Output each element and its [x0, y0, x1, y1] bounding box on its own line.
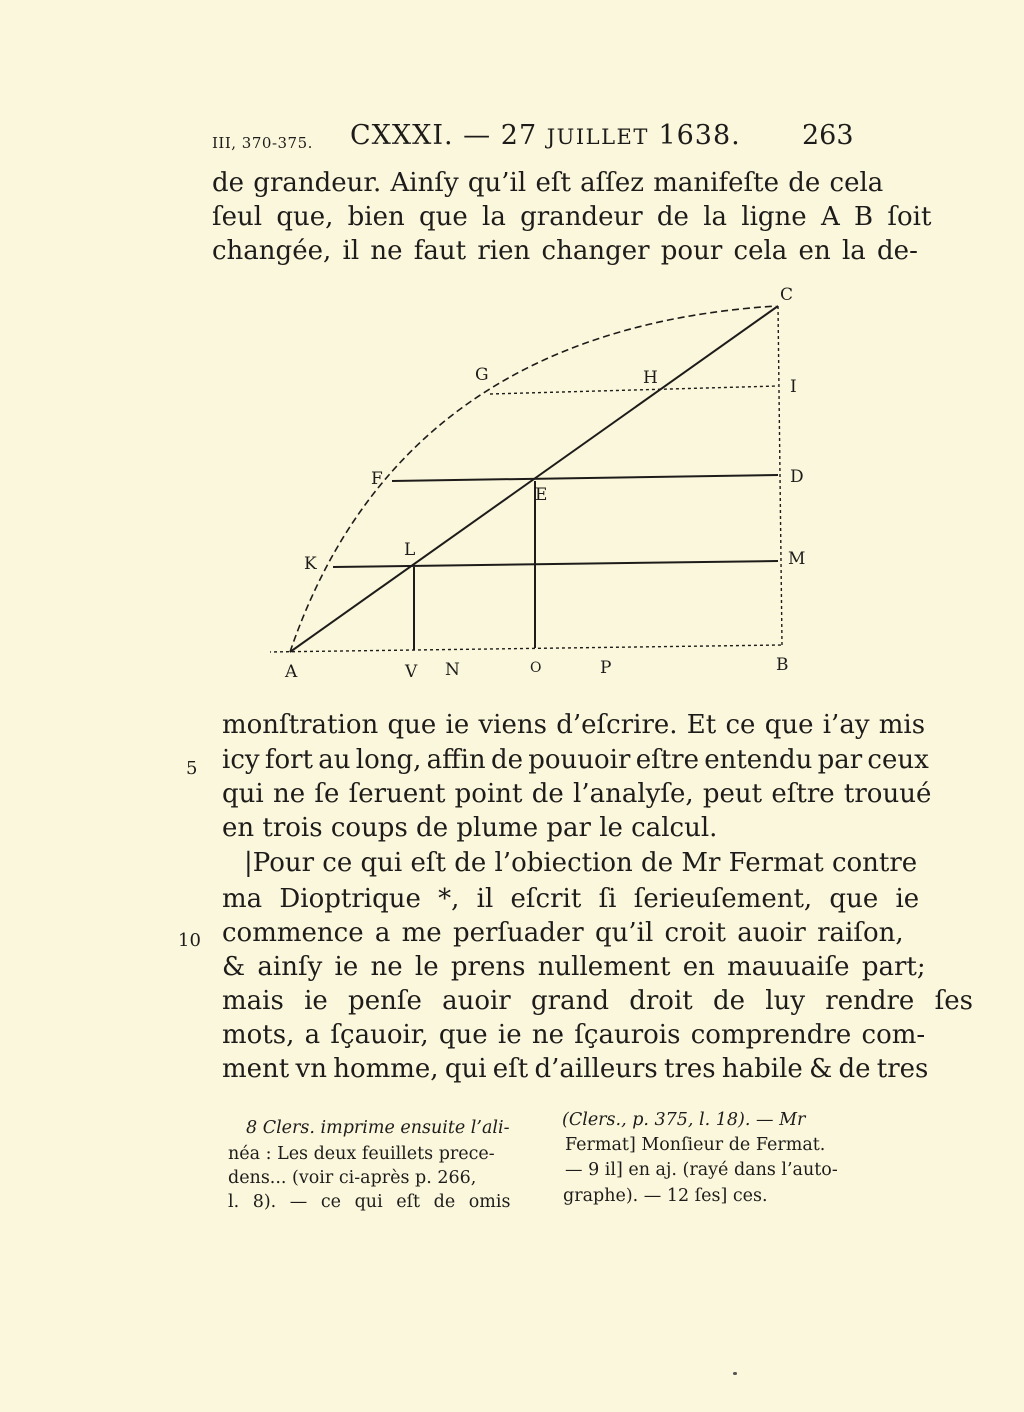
footnote-line: Fermat] Monſieur de Fermat. [565, 1135, 826, 1155]
label-e: E [535, 485, 548, 505]
geometric-figure [270, 280, 830, 690]
text-line: mots, a ſçauoir, que ie ne ſçaurois comprendre com- [222, 1020, 926, 1050]
text-line: mais ie penſe auoir grand droit de luy rendre ſes [222, 986, 973, 1016]
text-line: ſeul que, bien que la grandeur de la ligne A B ſoit [212, 202, 932, 232]
title-day: 27 [500, 120, 538, 151]
text-line: ment vn homme, qui eſt d’ailleurs tres habile & de tres [222, 1054, 929, 1084]
footnote-line: graphe). — 12 ſes] ces. [563, 1186, 768, 1206]
label-o: O [530, 660, 542, 676]
text-line: commence a me perſuader qu’il croit auoir raiſon, [222, 918, 904, 948]
page-number: 263 [802, 120, 854, 151]
label-a: A [285, 662, 298, 682]
text-line: qui ne ſe ſeruent point de l’analyſe, peut eſtre trouué [222, 779, 932, 809]
label-v: V [405, 662, 418, 682]
margin-line-number-5: 5 [186, 758, 198, 779]
letter-number: CXXXI. [350, 120, 454, 151]
label-b: B [776, 655, 789, 675]
label-p: P [600, 658, 612, 678]
line-km [333, 561, 778, 567]
running-head-reference: III, 370-375. [212, 134, 313, 152]
line-fd [392, 475, 778, 481]
text-line: monſtration que ie viens d’eſcrire. Et ce que i’ay mis [222, 710, 926, 740]
label-k: K [304, 554, 317, 574]
footnote-line: — 9 il] en aj. (rayé dans l’auto- [565, 1160, 838, 1180]
title-year: 1638. [658, 120, 741, 151]
label-h: H [643, 368, 658, 388]
text-line: changée, il ne faut rien changer pour cela en la de- [212, 236, 918, 266]
text-line: ma Dioptrique *, il eſcrit ſi ſerieuſement, que ie [222, 884, 920, 914]
label-f: F [371, 469, 383, 489]
footnote-line: l. 8). — ce qui eſt de omis [228, 1192, 511, 1212]
margin-line-number-10: 10 [178, 930, 201, 951]
label-i: I [790, 377, 797, 397]
footnote-line: (Clers., p. 375, l. 18). — Mr [562, 1110, 806, 1130]
base-line [270, 645, 782, 652]
text-line: de grandeur. Ainſy qu’il eſt aſſez manifeſte de cela [212, 168, 884, 198]
running-head-title [350, 120, 741, 151]
text-line: |Pour ce qui eſt de l’obiection de Mr Fermat contre [244, 848, 918, 878]
title-month: JUILLET [546, 125, 649, 149]
label-d: D [790, 467, 804, 487]
label-c: C [780, 285, 794, 305]
label-m: M [788, 549, 806, 569]
label-l: L [404, 540, 416, 560]
footnote-line: 8 Clers. imprime ensuite l’ali- [246, 1118, 510, 1138]
text-line: & ainſy ie ne le prens nullement en mauuaiſe part; [222, 952, 926, 982]
line-gi [490, 386, 778, 394]
ink-speck [733, 1372, 737, 1375]
right-side-line [778, 306, 782, 645]
footnote-line: dens... (voir ci-après p. 266, [228, 1168, 477, 1188]
footnote-line: néa : Les deux feuillets prece- [228, 1144, 495, 1164]
text-line: icy fort au long, affin de pouuoir eſtre entendu par ceux [222, 745, 929, 775]
label-n: N [445, 660, 460, 680]
text-line: en trois coups de plume par le calcul. [222, 813, 718, 843]
label-g: G [475, 365, 489, 385]
title-dash: — [463, 120, 492, 151]
